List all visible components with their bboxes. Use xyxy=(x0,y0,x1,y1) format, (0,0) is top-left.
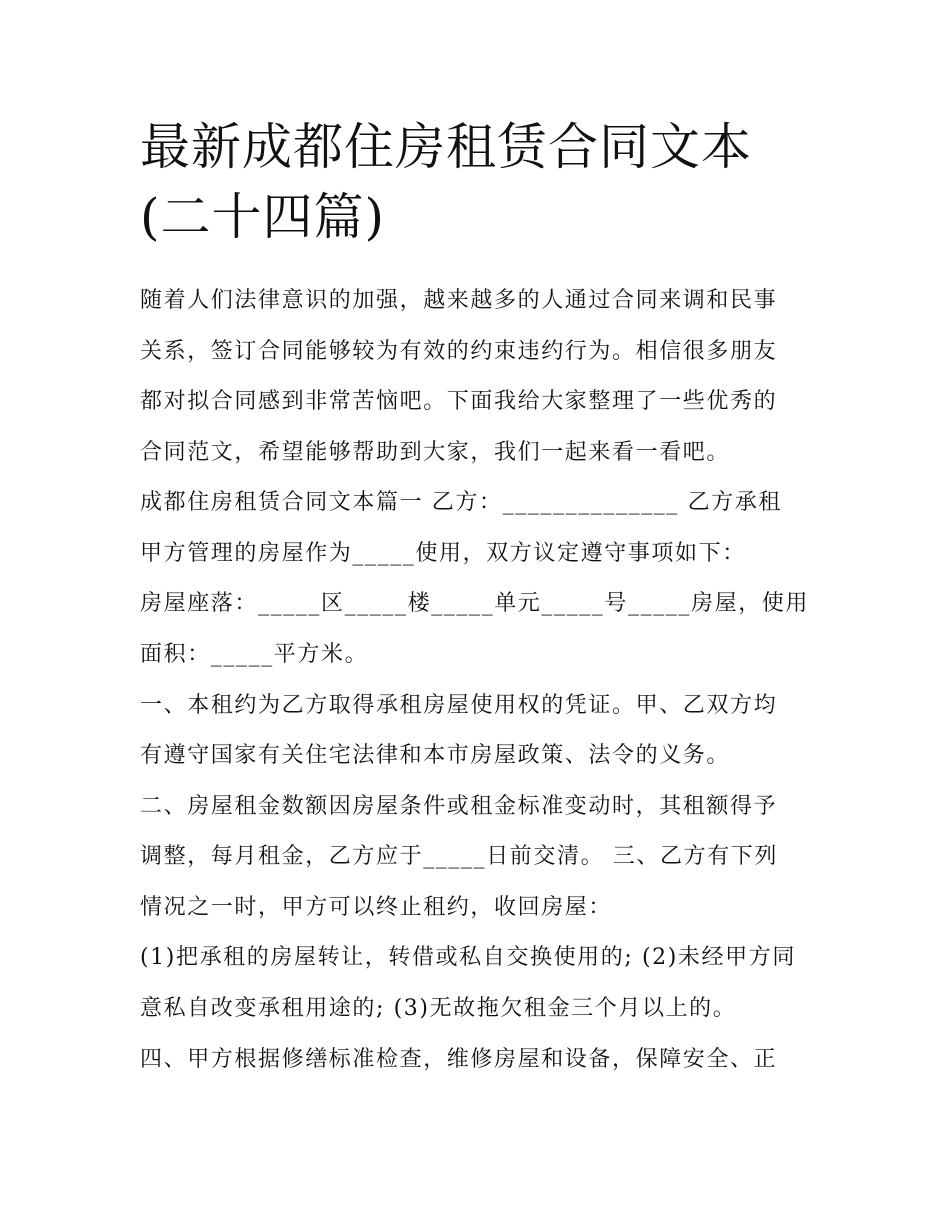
body-line: 情况之一时，甲方可以终止租约，收回房屋： xyxy=(140,895,613,920)
document-title: 最新成都住房租赁合同文本(二十四篇) xyxy=(140,118,752,246)
body-line: 房屋座落：_____区_____楼_____单元_____号_____房屋，使用 xyxy=(140,591,810,616)
body-line: 甲方管理的房屋作为_____使用，双方议定遵守事项如下： xyxy=(140,541,746,566)
body-line: 都对拟合同感到非常苦恼吧。下面我给大家整理了一些优秀的 xyxy=(140,389,778,414)
body-line: 四、甲方根据修缮标准检查，维修房屋和设备，保障安全、正 xyxy=(140,1047,778,1072)
body-line: 有遵守国家有关住宅法律和本市房屋政策、法令的义务。 xyxy=(140,743,731,768)
body-line: 面积：_____平方米。 xyxy=(140,642,369,667)
body-line: (1)把承租的房屋转让，转借或私自交换使用的; (2)未经甲方同 xyxy=(140,945,796,970)
body-line: 二、房屋租金数额因房屋条件或租金标准变动时，其租额得予 xyxy=(140,794,778,819)
body-line: 成都住房租赁合同文本篇一 乙方：______________ 乙方承租 xyxy=(140,490,782,515)
body-line: 意私自改变承租用途的; (3)无故拖欠租金三个月以上的。 xyxy=(140,996,737,1021)
body-line: 随着人们法律意识的加强，越来越多的人通过合同来调和民事 xyxy=(140,288,778,313)
body-line: 合同范文，希望能够帮助到大家，我们一起来看一看吧。 xyxy=(140,440,731,465)
body-line: 一、本租约为乙方取得承租房屋使用权的凭证。甲、乙双方均 xyxy=(140,693,778,718)
body-line: 调整，每月租金，乙方应于_____日前交清。 三、乙方有下列 xyxy=(140,844,778,869)
body-line: 关系，签订合同能够较为有效的约束违约行为。相信很多朋友 xyxy=(140,339,778,364)
